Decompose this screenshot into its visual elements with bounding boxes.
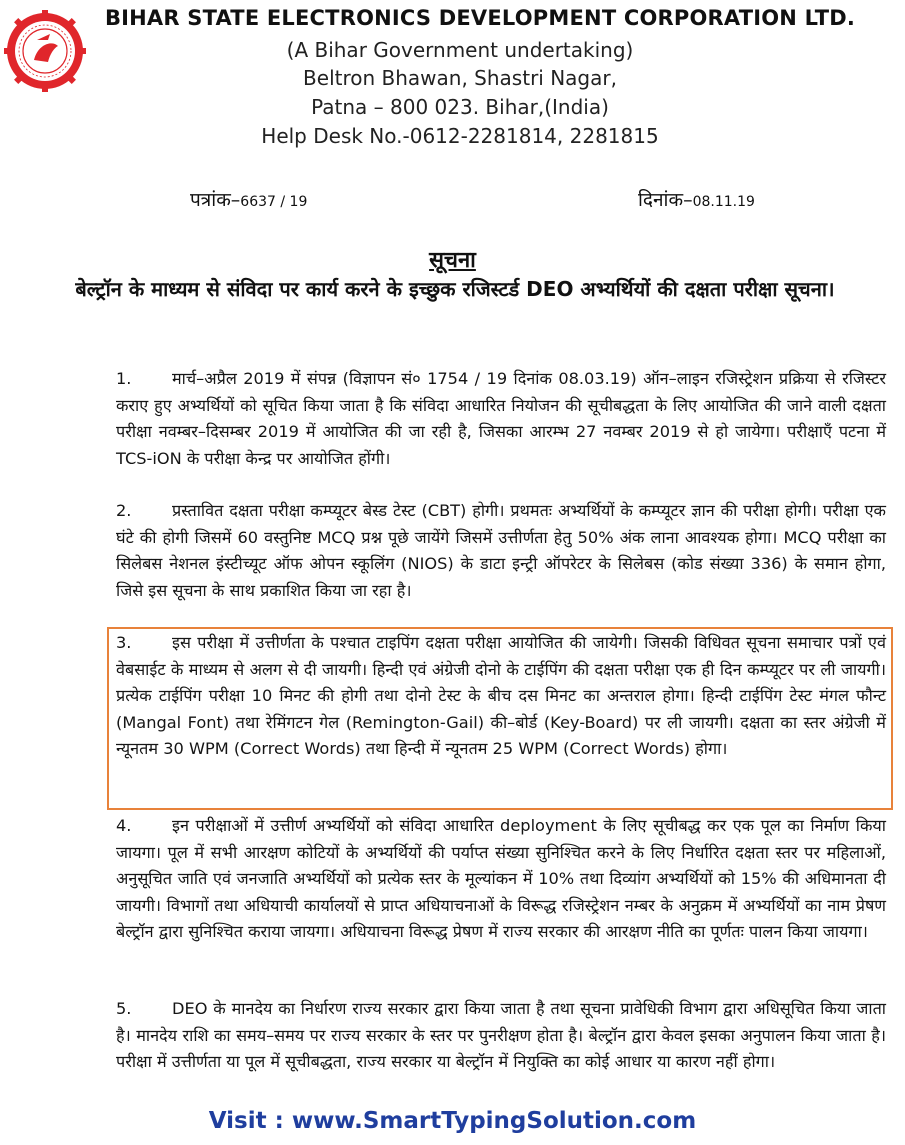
patrank-label: पत्रांक– [190, 189, 241, 211]
paragraph-number: 2. [116, 501, 132, 520]
notice-heading: सूचना [429, 248, 476, 273]
dinank-value: 08.11.19 [692, 194, 755, 210]
patrank [190, 186, 307, 212]
paragraph-text: DEO के मानदेय का निर्धारण राज्य सरकार द्वारा किया जाता है तथा सूचना प्रावेधिकी विभाग द्वारा अधिसूचित किया जाता है। मानदेय राशि का समय–समय पर राज्य सरकार के स्तर पर पुनरीक्षण होता है। बेल्ट्रॉन द्वारा केवल इसका अनुपालन किया जाता है। परीक्षा में उत्तीर्णता या पूल में सूचीबद्धता, राज्य सरकार या बेल्ट्रॉन में नियुक्ति का कोई आधार या कारण नहीं होगा। [116, 999, 886, 1071]
notice-subject: बेल्ट्रॉन के माध्यम से संविदा पर कार्य करने के इच्छुक रजिस्टर्ड DEO अभ्यर्थियों की दक्षता परीक्षा सूचना। [75, 277, 835, 301]
paragraph-1 [116, 366, 886, 472]
paragraph-2 [116, 498, 886, 604]
paragraph-text: इस परीक्षा में उत्तीर्णता के पश्चात टाइपिंग दक्षता परीक्षा आयोजित की जायेगी। जिसकी विधिवत सूचना समाचार पत्रों एवं वेबसाईट के माध्यम से अलग से दी जायगी। हिन्दी एवं अंग्रेजी दोनो के टाईपिंग की दक्षता परीक्षा एक ही दिन कम्प्यूटर पर ली जायगी। प्रत्येक टाईपिंग परीक्षा 10 मिनट की होगी तथा दोनो टेस्ट के बीच दस मिनट का अन्तराल होगा। हिन्दी टाईपिंग टेस्ट मंगल फौन्ट (Mangal Font) तथा रेमिंगटन गेल (Remington-Gail) की–बोर्ड (Key-Board) पर ली जायगी। दक्षता का स्तर अंग्रेजी में न्यूनतम 30 WPM (Correct Words) तथा हिन्दी में न्यूनतम 25 WPM (Correct Words) होगा। [116, 633, 886, 758]
dinank [638, 186, 755, 212]
patrank-value: 6637 / 19 [240, 194, 308, 210]
helpdesk-number: Help Desk No.-0612-2281814, 2281815 [261, 124, 659, 148]
paragraph-text: प्रस्तावित दक्षता परीक्षा कम्प्यूटर बेस्ड टेस्ट (CBT) होगी। प्रथमतः अभ्यर्थियों के कम्प्यूटर ज्ञान की परीक्षा होगी। परीक्षा एक घंटे की होगी जिसमें 60 वस्तुनिष्ट MCQ प्रश्न पूछे जायेंगे जिसमें उत्तीर्णता हेतु 50% अंक लाना आवश्यक होगा। MCQ परीक्षा का सिलेबस नेशनल इंस्टीच्यूट ऑफ ओपन स्कूलिंग (NIOS) के डाटा इन्ट्री ऑपरेटर के सिलेबस (कोड संख्या 336) के समान होगा, जिसे इस सूचना के साथ प्रकाशित किया जा रहा है। [116, 501, 886, 600]
paragraph-number: 5. [116, 999, 132, 1018]
address-line-1: Beltron Bhawan, Shastri Nagar, [303, 66, 617, 90]
paragraph-text: मार्च–अप्रैल 2019 में संपन्न (विज्ञापन सं० 1754 / 19 दिनांक 08.03.19) ऑन–लाइन रजिस्ट्रेशन प्रक्रिया से रजिस्टर कराए हुए अभ्यर्थियों को सूचित किया जाता है कि संविदा आधारित नियोजन की सूचीबद्धता के लिए आयोजित की जाने वाली दक्षता परीक्षा नवम्बर–दिसम्बर 2019 में आयोजित की जा रही है, जिसका आरम्भ 27 नवम्बर 2019 से हो जायेगा। परीक्षाएँ पटना में TCS-iON के परीक्षा केन्द्र पर आयोजित होंगी। [116, 369, 886, 468]
paragraph-number: 1. [116, 369, 132, 388]
org-name: BIHAR STATE ELECTRONICS DEVELOPMENT CORPORATION LTD. [104, 6, 856, 30]
paragraph-3 [116, 630, 886, 763]
paragraph-number: 3. [116, 633, 132, 652]
address-line-2: Patna – 800 023. Bihar,(India) [311, 95, 609, 119]
paragraph-4 [116, 813, 886, 946]
dinank-label: दिनांक– [638, 189, 693, 211]
visit-website-link[interactable]: Visit : www.SmartTypingSolution.com [208, 1108, 697, 1134]
org-subtitle: (A Bihar Government undertaking) [286, 38, 634, 62]
paragraph-5 [116, 996, 886, 1076]
paragraph-text: इन परीक्षाओं में उत्तीर्ण अभ्यर्थियों को संविदा आधारित deployment के लिए सूचीबद्ध कर एक पूल का निर्माण किया जायगा। पूल में सभी आरक्षण कोटियों के अभ्यर्थियों की पर्याप्त संख्या सुनिश्चित करने के लिए निर्धारित दक्षता स्तर पर महिलाओं, अनुसूचित जाति एवं जनजाति अभ्यर्थियों को प्रत्येक स्तर के मूल्यांकन में 10% तथा दिव्यांग अभ्यर्थियों को 15% की अधिमानता दी जायगी। विभागों तथा अधियाची कार्यालयों से प्राप्त अधियाचनाओं के विरूद्ध रजिस्ट्रेशन नम्बर के अनुक्रम में अभ्यर्थियों का नाम प्रेषण बेल्ट्रॉन द्वारा सुनिश्चित कराया जायगा। अधियाचना विरूद्ध प्रेषण में राज्य सरकार की आरक्षण नीति का पूर्णतः पालन किया जायगा। [116, 816, 886, 941]
paragraph-number: 4. [116, 816, 132, 835]
